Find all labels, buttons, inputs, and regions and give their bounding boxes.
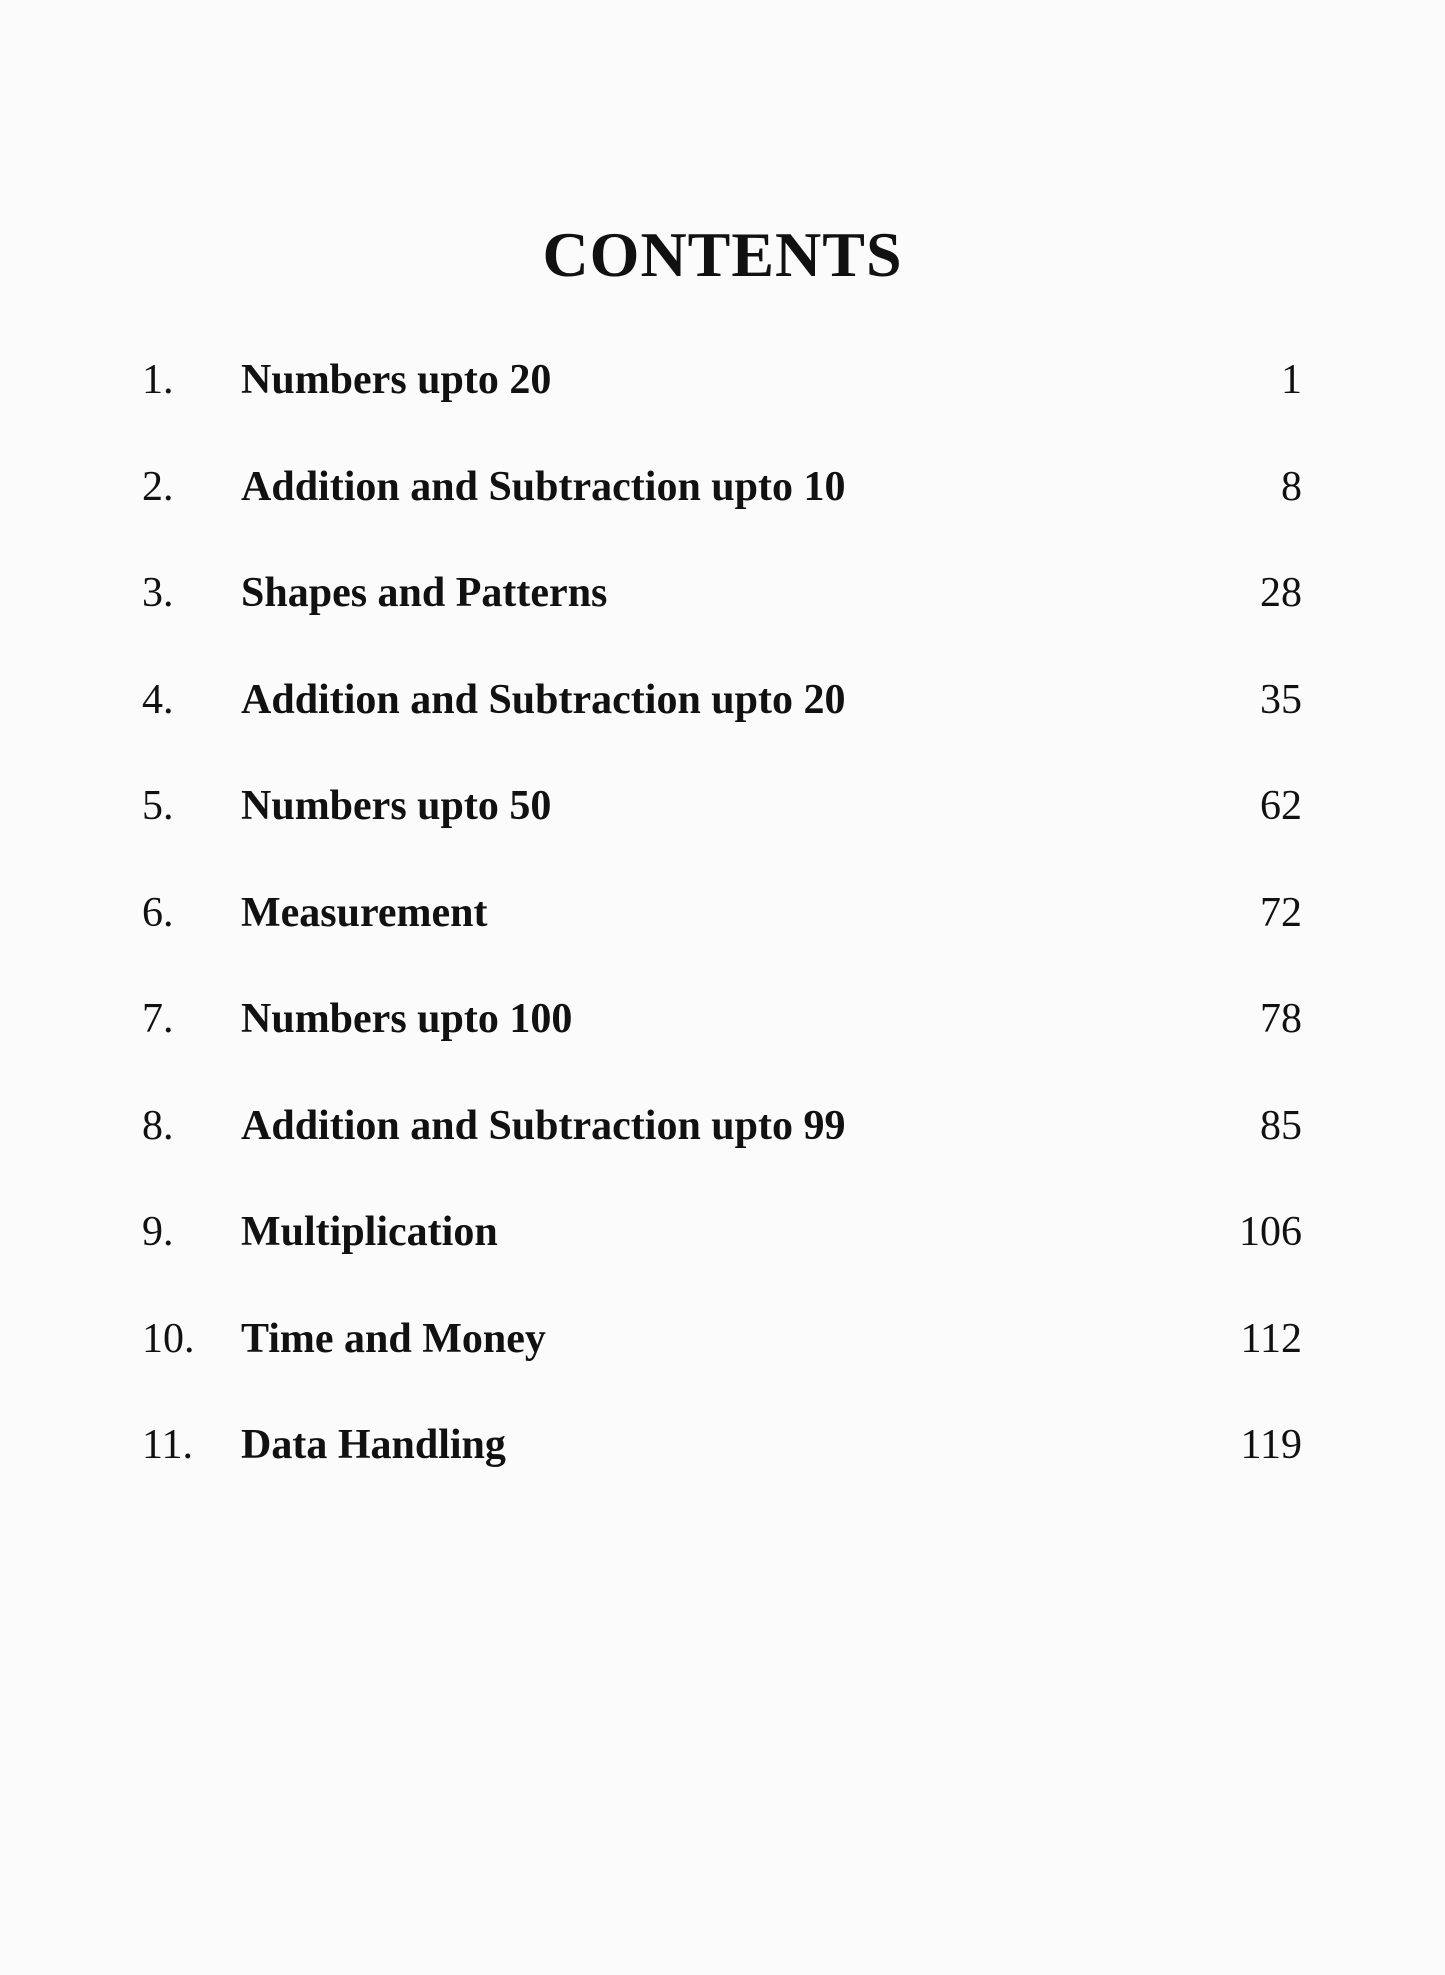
- chapter-title[interactable]: Numbers upto 100: [241, 996, 573, 1042]
- chapter-title[interactable]: Addition and Subtraction upto 10: [241, 463, 846, 510]
- toc-entry[interactable]: [142, 343, 1302, 450]
- page-number: 72: [1260, 889, 1302, 936]
- page-title: CONTENTS: [542, 219, 903, 290]
- chapter-title[interactable]: Numbers upto 20: [241, 357, 552, 403]
- page-number: 112: [1240, 1315, 1302, 1362]
- chapter-title[interactable]: Addition and Subtraction upto 99: [241, 1102, 846, 1149]
- toc-entry[interactable]: [142, 1302, 1302, 1409]
- page-number: 35: [1260, 676, 1302, 723]
- chapter-number: 2.: [142, 463, 174, 510]
- toc-entry[interactable]: [142, 982, 1302, 1089]
- page-number: 119: [1240, 1422, 1302, 1468]
- chapter-title[interactable]: Measurement: [241, 889, 488, 936]
- chapter-number: 5.: [142, 783, 174, 829]
- chapter-title[interactable]: Data Handling: [241, 1422, 506, 1468]
- chapter-number: 8.: [142, 1102, 174, 1149]
- chapter-number: 6.: [142, 889, 174, 936]
- chapter-title[interactable]: Numbers upto 50: [241, 783, 552, 829]
- page-number: 1: [1281, 357, 1302, 403]
- chapter-title[interactable]: Time and Money: [241, 1315, 546, 1362]
- toc-entry[interactable]: [142, 450, 1302, 557]
- chapter-title[interactable]: Addition and Subtraction upto 20: [241, 676, 846, 723]
- chapter-number: 9.: [142, 1209, 174, 1255]
- page-number: 28: [1260, 570, 1302, 616]
- chapter-number: 4.: [142, 676, 174, 723]
- page-number: 78: [1260, 996, 1302, 1042]
- chapter-number: 11.: [142, 1422, 193, 1468]
- toc-entry[interactable]: [142, 769, 1302, 876]
- table-of-contents: [142, 343, 1302, 1515]
- toc-entry[interactable]: [142, 1408, 1302, 1515]
- toc-entry[interactable]: [142, 1195, 1302, 1302]
- toc-entry[interactable]: [142, 663, 1302, 770]
- toc-entry[interactable]: [142, 1089, 1302, 1196]
- toc-entry[interactable]: [142, 876, 1302, 983]
- chapter-number: 1.: [142, 357, 174, 403]
- chapter-title[interactable]: Multiplication: [241, 1209, 498, 1255]
- chapter-number: 7.: [142, 996, 174, 1042]
- chapter-number: 10.: [142, 1315, 195, 1362]
- chapter-title[interactable]: Shapes and Patterns: [241, 570, 608, 616]
- page-number: 106: [1239, 1209, 1302, 1255]
- toc-entry[interactable]: [142, 556, 1302, 663]
- page-number: 8: [1281, 463, 1302, 510]
- page-number: 62: [1260, 783, 1302, 829]
- page-number: 85: [1260, 1102, 1302, 1149]
- chapter-number: 3.: [142, 570, 174, 616]
